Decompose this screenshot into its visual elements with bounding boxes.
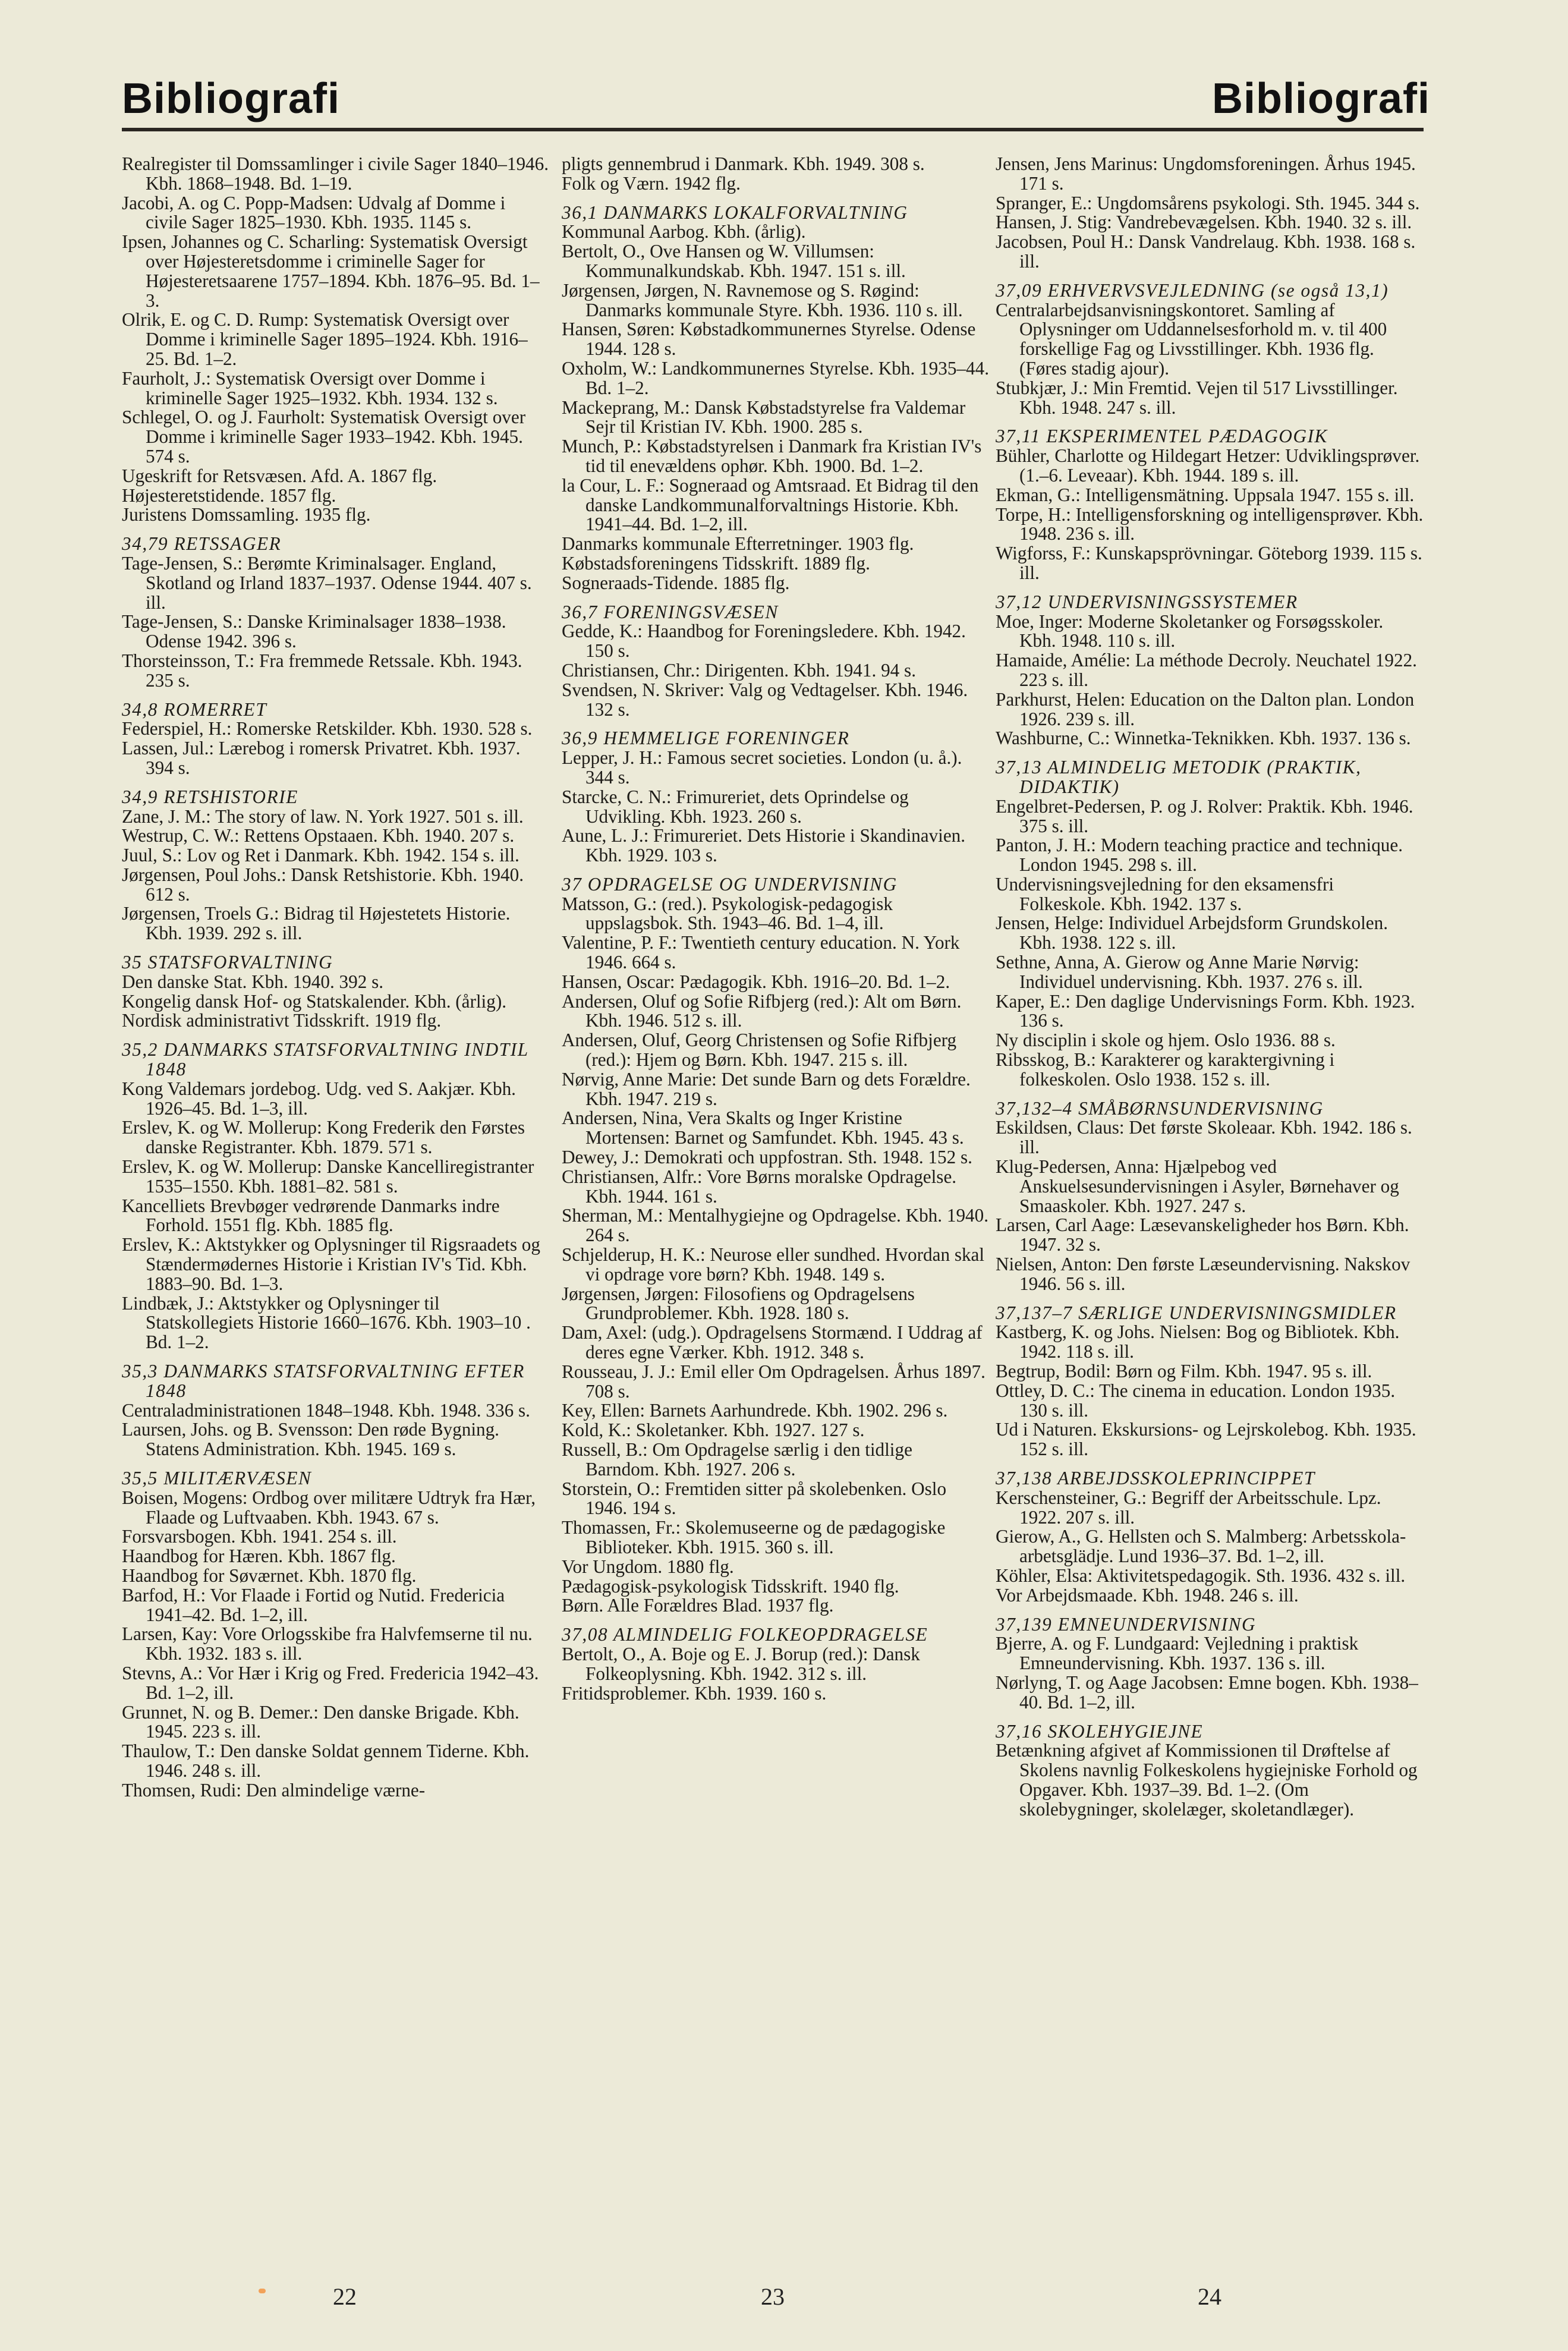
bibliography-entry: Kastberg, K. og Johs. Nielsen: Bog og Bibliotek. Kbh. 1942. 118 s. ill. xyxy=(996,1321,1400,1362)
bibliography-entry: Faurholt, J.: Systematisk Oversigt over Domme i kriminelle Sager 1925–1932. Kbh. 1934. 132 s. xyxy=(122,367,498,408)
bibliography-entry: Erslev, K.: Aktstykker og Oplysninger til Rigsraadets og Stændermødernes Historie i Kristian IV's Tid. Kbh. 1883–90. Bd. 1–3. xyxy=(122,1234,540,1294)
bibliography-entry: Gedde, K.: Haandbog for Foreningsledere. Kbh. 1942. 150 s. xyxy=(562,621,966,662)
bibliography-entry: Nordisk administrativt Tidsskrift. 1919 flg. xyxy=(122,1010,442,1031)
bibliography-entry: Rousseau, J. J.: Emil eller Om Opdragelsen. Århus 1897. 708 s. xyxy=(562,1361,985,1402)
bibliography-entry: Andersen, Oluf og Sofie Rifbjerg (red.): Alt om Børn. Kbh. 1946. 512 s. ill. xyxy=(562,990,962,1031)
column-left xyxy=(122,155,550,1801)
bibliography-entry: Moe, Inger: Moderne Skoletanker og Forsøgsskoler. Kbh. 1948. 110 s. ill. xyxy=(996,610,1384,652)
bibliography-entry: Erslev, K. og W. Mollerup: Kong Frederik den Førstes danske Registranter. Kbh. 1879. 571 s. xyxy=(122,1117,525,1158)
bibliography-entry: Ekman, G.: Intelligensmätning. Uppsala 1947. 155 s. ill. xyxy=(996,484,1415,505)
bibliography-entry: Andersen, Oluf, Georg Christensen og Sofie Rifbjerg (red.): Hjem og Børn. Kbh. 1947. 215 s. ill. xyxy=(562,1030,957,1071)
section-heading: 37,09 ERHVERVSVEJLEDNING (se også 13,1) xyxy=(996,279,1389,301)
bibliography-entry: Oxholm, W.: Landkommunernes Styrelse. Kbh. 1935–44. Bd. 1–2. xyxy=(562,357,989,398)
bibliography-entry: Købstadsforeningens Tidsskrift. 1889 flg. xyxy=(562,552,870,574)
bibliography-entry: Christiansen, Alfr.: Vore Børns moralske Opdragelse. Kbh. 1944. 161 s. xyxy=(562,1166,957,1207)
section-heading: 37,11 EKSPERIMENTEL PÆDAGOGIK xyxy=(996,426,1328,447)
section-heading: 37,12 UNDERVISNINGSSYSTEMER xyxy=(996,591,1298,612)
page-number-right: 24 xyxy=(1198,2283,1221,2310)
bibliography-entry: Erslev, K. og W. Mollerup: Danske Kancelliregistranter 1535–1550. Kbh. 1881–82. 581 s. xyxy=(122,1156,534,1197)
bibliography-entry: Jensen, Jens Marinus: Ungdomsforeningen. Århus 1945. 171 s. xyxy=(996,153,1416,194)
bibliography-entry: Federspiel, H.: Romerske Retskilder. Kbh. 1930. 528 s. xyxy=(122,718,533,739)
page-number-left: 22 xyxy=(333,2283,357,2310)
bibliography-entry: Thomsen, Rudi: Den almindelige værne- xyxy=(122,1779,426,1801)
bibliography-entry: Sherman, M.: Mentalhygiejne og Opdragelse. Kbh. 1940. 264 s. xyxy=(562,1205,989,1246)
section-heading: 34,8 ROMERRET xyxy=(122,698,267,720)
bibliography-entry: Thaulow, T.: Den danske Soldat gennem Tiderne. Kbh. 1946. 248 s. ill. xyxy=(122,1741,530,1781)
bibliography-entry: Kold, K.: Skoletanker. Kbh. 1927. 127 s. xyxy=(562,1420,865,1441)
header-title-left: Bibliografi xyxy=(122,75,340,122)
bibliography-entry: Den danske Stat. Kbh. 1940. 392 s. xyxy=(122,971,384,992)
section-heading: 37,139 EMNEUNDERVISNING xyxy=(996,1613,1257,1635)
bibliography-entry: Børn. Alle Forældres Blad. 1937 flg. xyxy=(562,1595,834,1616)
section-heading: 34,9 RETSHISTORIE xyxy=(122,786,298,807)
bibliography-entry: Thomassen, Fr.: Skolemuseerne og de pædagogiske Biblioteker. Kbh. 1915. 360 s. ill. xyxy=(562,1517,946,1557)
bibliography-entry: Nielsen, Anton: Den første Læseundervisning. Nakskov 1946. 56 s. ill. xyxy=(996,1254,1410,1294)
bibliography-entry: Jacobi, A. og C. Popp-Madsen: Udvalg af Domme i civile Sager 1825–1930. Kbh. 1935. 1145 s. xyxy=(122,192,506,233)
bibliography-entry: Lindbæk, J.: Aktstykker og Oplysninger til Statskollegiets Historie 1660–1676. Kbh. 1903–10 . Bd. 1–2. xyxy=(122,1292,531,1353)
bibliography-entry: Bertolt, O., Ove Hansen og W. Villumsen: Kommunalkundskab. Kbh. 1947. 151 s. ill. xyxy=(562,241,906,281)
bibliography-entry: Christiansen, Chr.: Dirigenten. Kbh. 1941. 94 s. xyxy=(562,659,916,681)
bibliography-entry: Jørgensen, Jørgen, N. Ravnemose og S. Røgind: Danmarks kommunale Styre. Kbh. 1936. 110 s. ill. xyxy=(562,279,963,320)
section-heading: 35,2 DANMARKS STATSFORVALTNING INDTIL 1848 xyxy=(122,1039,529,1080)
bibliography-entry: Jørgensen, Troels G.: Bidrag til Højestetets Historie. Kbh. 1939. 292 s. ill. xyxy=(122,903,511,944)
bibliography-entry: Stubkjær, J.: Min Fremtid. Vejen til 517 Livsstillinger. Kbh. 1948. 247 s. ill. xyxy=(996,377,1398,418)
bibliography-entry: Gierow, A., G. Hellsten och S. Malmberg: Arbetsskola-arbetsglädje. Lund 1936–37. Bd. 1–2, ill. xyxy=(996,1526,1406,1567)
bibliography-entry: Schjelderup, H. K.: Neurose eller sundhed. Hvordan skal vi opdrage vore børn? Kbh. 1948. 149 s. xyxy=(562,1244,985,1285)
bibliography-entry: Dam, Axel: (udg.). Opdragelsens Stormænd. I Uddrag af deres egne Værker. Kbh. 1912. 348 s. xyxy=(562,1322,983,1363)
bibliography-entry: Wigforss, F.: Kunskapsprövningar. Göteborg 1939. 115 s. ill. xyxy=(996,543,1422,583)
bibliography-entry: Kaper, E.: Den daglige Undervisnings Form. Kbh. 1923. 136 s. xyxy=(996,990,1415,1031)
bibliography-entry: Realregister til Domssamlinger i civile Sager 1840–1946. Kbh. 1868–1948. Bd. 1–19. xyxy=(122,153,549,194)
bibliography-entry: Schlegel, O. og J. Faurholt: Systematisk Oversigt over Domme i kriminelle Sager 1933–1942. Kbh. 1945. 574 s. xyxy=(122,407,526,467)
bibliography-entry: Bjerre, A. og F. Lundgaard: Vejledning i praktisk Emneundervisning. Kbh. 1937. 136 s. ill. xyxy=(996,1633,1359,1674)
bibliography-entry: Westrup, C. W.: Rettens Opstaaen. Kbh. 1940. 207 s. xyxy=(122,825,515,846)
bibliography-entry: Thorsteinsson, T.: Fra fremmede Retssale. Kbh. 1943. 235 s. xyxy=(122,650,522,691)
bibliography-entry: Fritidsproblemer. Kbh. 1939. 160 s. xyxy=(562,1682,827,1704)
header-rule xyxy=(122,128,1424,131)
bibliography-entry: Zane, J. M.: The story of law. N. York 1927. 501 s. ill. xyxy=(122,805,524,827)
bibliography-entry: Ribsskog, B.: Karakterer og karaktergivning i folkeskolen. Oslo 1938. 152 s. ill. xyxy=(996,1049,1335,1090)
bibliography-entry: Eskildsen, Claus: Det første Skoleaar. Kbh. 1942. 186 s. ill. xyxy=(996,1117,1412,1158)
bibliography-entry: Key, Ellen: Barnets Aarhundrede. Kbh. 1902. 296 s. xyxy=(562,1400,948,1421)
bibliography-entry: Engelbret-Pedersen, P. og J. Rolver: Praktik. Kbh. 1946. 375 s. ill. xyxy=(996,795,1413,836)
bibliography-entry: Haandbog for Hæren. Kbh. 1867 flg. xyxy=(122,1546,396,1567)
bibliography-entry: Larsen, Kay: Vore Orlogsskibe fra Halvfemserne til nu. Kbh. 1932. 183 s. ill. xyxy=(122,1623,533,1664)
bibliography-entry: Ud i Naturen. Ekskursions- og Lejrskolebog. Kbh. 1935. 152 s. ill. xyxy=(996,1419,1416,1460)
bibliography-entry: Starcke, C. N.: Frimureriet, dets Oprindelse og Udvikling. Kbh. 1923. 260 s. xyxy=(562,786,909,827)
bibliography-entry: Hamaide, Amélie: La méthode Decroly. Neuchatel 1922. 223 s. ill. xyxy=(996,650,1417,690)
bibliography-entry: Ugeskrift for Retsvæsen. Afd. A. 1867 flg. xyxy=(122,465,437,486)
bibliography-entry: Bühler, Charlotte og Hildegart Hetzer: Udviklingsprøver. (1.–6. Leveaar). Kbh. 1944. 189 s. ill. xyxy=(996,445,1420,486)
paper-speck xyxy=(259,2289,266,2293)
bibliography-entry: Storstein, O.: Fremtiden sitter på skolebenken. Oslo 1946. 194 s. xyxy=(562,1478,947,1519)
bibliography-entry: Boisen, Mogens: Ordbog over militære Udtryk fra Hær, Flaade og Luftvaaben. Kbh. 1943. 67 s. xyxy=(122,1487,536,1528)
bibliography-entry: Lassen, Jul.: Lærebog i romersk Privatret. Kbh. 1937. 394 s. xyxy=(122,738,521,778)
section-heading: 37,132–4 SMÅBØRNSUNDERVISNING xyxy=(996,1097,1324,1119)
bibliography-entry: Hansen, J. Stig: Vandrebevægelsen. Kbh. 1940. 32 s. ill. xyxy=(996,212,1412,233)
bibliography-entry: Panton, J. H.: Modern teaching practice and technique. London 1945. 298 s. ill. xyxy=(996,835,1403,876)
bibliography-entry: Centraladministrationen 1848–1948. Kbh. 1948. 336 s. xyxy=(122,1399,530,1421)
bibliography-entry: Kerschensteiner, G.: Begriff der Arbeitsschule. Lpz. 1922. 207 s. ill. xyxy=(996,1487,1381,1528)
bibliography-entry: Betænkning afgivet af Kommissionen til Drøftelse af Skolens navnlig Folkeskolens hygiejniske Forhold og Opgaver. Kbh. 1937–39. Bd. 1–2. (Om skolebygninger, skolelæger, skoletandlæger). xyxy=(996,1740,1418,1820)
bibliography-entry: Matsson, G.: (red.). Psykologisk-pedagogisk uppslagsbok. Sth. 1943–46. Bd. 1–4, ill. xyxy=(562,893,893,934)
bibliography-entry: pligts gennembrud i Danmark. Kbh. 1949. 308 s. xyxy=(562,153,925,174)
bibliography-entry: Centralarbejdsanvisningskontoret. Samling af Oplysninger om Uddannelsesforhold m. v. til 400 forskellige Fag og Livsstillinger. Kbh. 1936 flg. (Føres stadig ajour). xyxy=(996,299,1387,379)
bibliography-entry: Russell, B.: Om Opdragelse særlig i den tidlige Barndom. Kbh. 1927. 206 s. xyxy=(562,1439,912,1480)
section-heading: 35,3 DANMARKS STATSFORVALTNING EFTER 1848 xyxy=(122,1361,525,1401)
bibliography-entry: Jørgensen, Jørgen: Filosofiens og Opdragelsens Grundproblemer. Kbh. 1928. 180 s. xyxy=(562,1283,915,1324)
column-middle xyxy=(562,155,990,1703)
section-heading: 37,16 SKOLEHYGIEJNE xyxy=(996,1720,1204,1742)
bibliography-entry: Ny disciplin i skole og hjem. Oslo 1936. 88 s. xyxy=(996,1030,1336,1051)
section-heading: 37,13 ALMINDELIG METODIK (PRAKTIK, DIDAKTIK) xyxy=(996,757,1362,797)
bibliography-entry: Torpe, H.: Intelligensforskning og intelligensprøver. Kbh. 1948. 236 s. ill. xyxy=(996,503,1424,545)
bibliography-entry: Kancelliets Brevbøger vedrørende Danmarks indre Forhold. 1551 flg. Kbh. 1885 flg. xyxy=(122,1195,500,1236)
bibliography-entry: Andersen, Nina, Vera Skalts og Inger Kristine Mortensen: Barnet og Samfundet. Kbh. 1945. 43 s. xyxy=(562,1107,964,1148)
bibliography-entry: Pædagogisk-psykologisk Tidsskrift. 1940 flg. xyxy=(562,1575,899,1597)
section-heading: 36,7 FORENINGSVÆSEN xyxy=(562,601,779,622)
bibliography-entry: Parkhurst, Helen: Education on the Dalton plan. London 1926. 239 s. ill. xyxy=(996,688,1415,729)
bibliography-entry: Ipsen, Johannes og C. Scharling: Systematisk Oversigt over Højesteretsdomme i criminelle Sager for Højesteretsaarene 1757–1894. Kbh. 1876–95. Bd. 1–3. xyxy=(122,231,540,311)
section-heading: 34,79 RETSSAGER xyxy=(122,533,282,555)
page-number-middle: 23 xyxy=(761,2283,785,2310)
section-heading: 35 STATSFORVALTNING xyxy=(122,952,333,973)
header-title-right: Bibliografi xyxy=(1212,75,1430,122)
bibliography-entry: Juristens Domssamling. 1935 flg. xyxy=(122,504,371,525)
bibliography-entry: Barfod, H.: Vor Flaade i Fortid og Nutid. Fredericia 1941–42. Bd. 1–2, ill. xyxy=(122,1584,505,1625)
bibliography-entry: Nørvig, Anne Marie: Det sunde Barn og dets Forældre. Kbh. 1947. 219 s. xyxy=(562,1068,971,1109)
bibliography-entry: Jensen, Helge: Individuel Arbejdsform Grundskolen. Kbh. 1938. 122 s. ill. xyxy=(996,912,1388,953)
section-heading: 36,1 DANMARKS LOKALFORVALTNING xyxy=(562,202,908,223)
bibliography-entry: Bertolt, O., A. Boje og E. J. Borup (red.): Dansk Folkeoplysning. Kbh. 1942. 312 s. ill. xyxy=(562,1643,920,1684)
bibliography-entry: Sogneraads-Tidende. 1885 flg. xyxy=(562,572,790,593)
bibliography-entry: Kommunal Aarbog. Kbh. (årlig). xyxy=(562,221,806,243)
bibliography-entry: Haandbog for Søværnet. Kbh. 1870 flg. xyxy=(122,1565,417,1586)
bibliography-entry: Washburne, C.: Winnetka-Teknikken. Kbh. 1937. 136 s. xyxy=(996,728,1411,749)
bibliography-entry: Hansen, Søren: Købstadkommunernes Styrelse. Odense 1944. 128 s. xyxy=(562,319,976,360)
bibliography-entry: Ottley, D. C.: The cinema in education. London 1935. 130 s. ill. xyxy=(996,1380,1396,1421)
bibliography-entry: Dewey, J.: Demokrati och uppfostran. Sth. 1948. 152 s. xyxy=(562,1147,972,1168)
bibliography-entry: Forsvarsbogen. Kbh. 1941. 254 s. ill. xyxy=(122,1526,397,1547)
bibliography-entry: Højesteretstidende. 1857 flg. xyxy=(122,484,336,506)
bibliography-entry: Spranger, E.: Ungdomsårens psykologi. Sth. 1945. 344 s. xyxy=(996,192,1420,213)
bibliography-entry: Vor Arbejdsmaade. Kbh. 1948. 246 s. ill. xyxy=(996,1584,1299,1606)
bibliography-entry: Aune, L. J.: Frimureriet. Dets Historie i Skandinavien. Kbh. 1929. 103 s. xyxy=(562,825,966,866)
bibliography-entry: Jørgensen, Poul Johs.: Dansk Retshistorie. Kbh. 1940. 612 s. xyxy=(122,864,524,905)
bibliography-entry: Grunnet, N. og B. Demer.: Den danske Brigade. Kbh. 1945. 223 s. ill. xyxy=(122,1701,519,1742)
bibliography-entry: Mackeprang, M.: Dansk Købstadstyrelse fra Valdemar Sejr til Kristian IV. Kbh. 1900. 285 s. xyxy=(562,396,966,438)
bibliography-entry: Tage-Jensen, S.: Danske Kriminalsager 1838–1938. Odense 1942. 396 s. xyxy=(122,611,506,652)
section-heading: 37,137–7 SÆRLIGE UNDERVISNINGSMIDLER xyxy=(996,1302,1397,1323)
bibliography-entry: Svendsen, N. Skriver: Valg og Vedtagelser. Kbh. 1946. 132 s. xyxy=(562,679,968,720)
bibliography-entry: Vor Ungdom. 1880 flg. xyxy=(562,1556,734,1577)
bibliography-entry: Nørlyng, T. og Aage Jacobsen: Emne bogen. Kbh. 1938–40. Bd. 1–2, ill. xyxy=(996,1672,1418,1713)
bibliography-entry: Hansen, Oscar: Pædagogik. Kbh. 1916–20. Bd. 1–2. xyxy=(562,971,950,992)
bibliography-entry: Klug-Pedersen, Anna: Hjælpebog ved Anskuelsesundervisningen i Asyler, Børnehaver og Smaaskoler. Kbh. 1927. 247 s. xyxy=(996,1156,1399,1216)
section-heading: 37 OPDRAGELSE OG UNDERVISNING xyxy=(562,873,898,895)
bibliography-entry: Kong Valdemars jordebog. Udg. ved S. Aakjær. Kbh. 1926–45. Bd. 1–3, ill. xyxy=(122,1078,516,1119)
bibliography-entry: Tage-Jensen, S.: Berømte Kriminalsager. England, Skotland og Irland 1837–1937. Odense 1944. 407 s. ill. xyxy=(122,552,532,613)
bibliography-entry: Danmarks kommunale Efterretninger. 1903 flg. xyxy=(562,533,914,555)
bibliography-entry: Begtrup, Bodil: Børn og Film. Kbh. 1947. 95 s. ill. xyxy=(996,1361,1372,1382)
bibliography-entry: Lepper, J. H.: Famous secret societies. London (u. å.). 344 s. xyxy=(562,747,962,788)
bibliography-entry: Stevns, A.: Vor Hær i Krig og Fred. Fredericia 1942–43. Bd. 1–2, ill. xyxy=(122,1662,539,1703)
bibliography-entry: Laursen, Johs. og B. Svensson: Den røde Bygning. Statens Administration. Kbh. 1945. 169 s. xyxy=(122,1419,499,1460)
bibliography-entry: Folk og Værn. 1942 flg. xyxy=(562,172,741,194)
bibliography-entry: Juul, S.: Lov og Ret i Danmark. Kbh. 1942. 154 s. ill. xyxy=(122,845,519,866)
section-heading: 37,08 ALMINDELIG FOLKEOPDRAGELSE xyxy=(562,1624,928,1645)
bibliography-entry: Larsen, Carl Aage: Læsevanskeligheder hos Børn. Kbh. 1947. 32 s. xyxy=(996,1214,1409,1255)
bibliography-entry: Valentine, P. F.: Twentieth century education. N. York 1946. 664 s. xyxy=(562,932,960,973)
bibliography-entry: Olrik, E. og C. D. Rump: Systematisk Oversigt over Domme i kriminelle Sager 1895–1924. Kbh. 1916–25. Bd. 1–2. xyxy=(122,309,528,369)
bibliography-entry: Jacobsen, Poul H.: Dansk Vandrelaug. Kbh. 1938. 168 s. ill. xyxy=(996,231,1416,272)
bibliography-entry: Undervisningsvejledning for den eksamensfri Folkeskole. Kbh. 1942. 137 s. xyxy=(996,873,1334,914)
bibliography-entry: Sethne, Anna, A. Gierow og Anne Marie Nørvig: Individuel undervisning. Kbh. 1937. 276 s. ill. xyxy=(996,952,1363,992)
section-heading: 36,9 HEMMELIGE FORENINGER xyxy=(562,728,850,749)
column-right xyxy=(996,155,1424,1820)
section-heading: 35,5 MILITÆRVÆSEN xyxy=(122,1468,312,1488)
bibliography-entry: Köhler, Elsa: Aktivitetspedagogik. Sth. 1936. 432 s. ill. xyxy=(996,1565,1406,1586)
bibliography-entry: Munch, P.: Købstadstyrelsen i Danmark fra Kristian IV's tid til enevældens ophør. Kbh. 1900. Bd. 1–2. xyxy=(562,436,982,476)
section-heading: 37,138 ARBEJDSSKOLEPRINCIPPET xyxy=(996,1468,1315,1488)
bibliography-entry: Kongelig dansk Hof- og Statskalender. Kbh. (årlig). xyxy=(122,990,507,1012)
bibliography-entry: la Cour, L. F.: Sogneraad og Amtsraad. Et Bidrag til den danske Landkommunalforvaltnings Historie. Kbh. 1941–44. Bd. 1–2, ill. xyxy=(562,474,979,535)
